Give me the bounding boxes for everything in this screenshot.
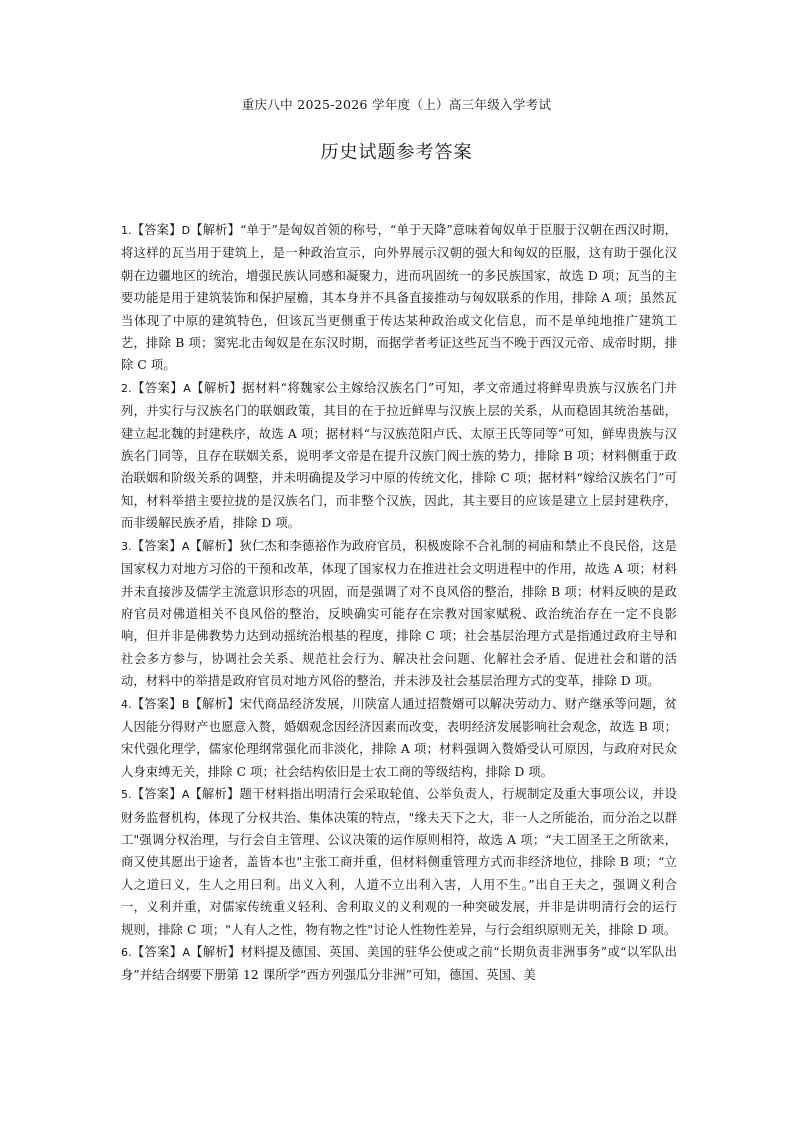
analysis-tag: 【解析】 bbox=[189, 538, 240, 553]
answer-number: 6. bbox=[121, 946, 132, 959]
analysis-text: 狄仁杰和李德裕作为政府官员，积极废除不合礼制的祠庙和禁止不良民俗，这是国家权力对地方习俗的干预和改革，体现了国家权力在推进社会文明进程中的作用，故选 A 项；材料并未直接涉及儒学主流意识形态的巩固，而是强调了对不良风俗的整治，排除 B 项；材料反映的是政府官员对佛道相关不良风俗的整治，反映确实可能存在宗教对国家赋税、政治统治存在一定不良影响，但并非是佛教势力达到动摇统治根基的程度，排除 C 项；社会基层治理方式是指通过政府主导和社会多方参与，协调社会关系、规范社会行为、解决社会问题、化解社会矛盾、促进社会和谐的活动，材料中的举措是政府官员对地方风俗的整治，并未涉及社会基层治理方式的变革，排除 D 项。 bbox=[121, 538, 677, 689]
answer-item-3 bbox=[121, 535, 677, 693]
answer-tag: 【答案】 bbox=[131, 945, 183, 959]
answer-item-2 bbox=[121, 377, 677, 535]
answer-option: B bbox=[181, 697, 190, 711]
analysis-text: “单于”是匈奴首领的称号，“单于天降”意味着匈奴单于臣服于汉朝在西汉时期，将这样的瓦当用于建筑上，是一种政治宣示，向外界展示汉朝的强大和匈奴的臣服，这有助于强化汉朝在边疆地区的统治，增强民族认同感和凝聚力，进而巩固统一的多民族国家，故选 D 项；瓦当的主要功能是用于建筑装饰和保护屋檐，其本身并不具备直接推动与匈奴联系的作用，排除 A 项；虽然瓦当体现了中原的建筑特色，但该瓦当更侧重于传达某种政治或文化信息，而不是单纯地推广建筑工艺，排除 B 项；窦宪北击匈奴是在东汉时期，而据学者考证这些瓦当不晚于西汉元帝、成帝时期，排除 C 项。 bbox=[121, 223, 677, 373]
answer-item-5 bbox=[121, 783, 677, 941]
answer-number: 2. bbox=[121, 381, 132, 395]
answer-item-1 bbox=[121, 219, 677, 377]
document-title: 历史试题参考答案 bbox=[320, 142, 473, 163]
analysis-tag: 【解析】 bbox=[190, 223, 241, 237]
analysis-text: 材料提及德国、英国、美国的驻华公使或之前“长期负责非洲事务”或“以军队出身”并结合纲要下册第 12 课所学“西方列强瓜分非洲”可知，德国、英国、美 bbox=[121, 945, 678, 983]
answer-tag: 【答案】 bbox=[131, 787, 182, 802]
analysis-tag: 【解析】 bbox=[190, 945, 241, 959]
answer-option: A bbox=[183, 381, 191, 395]
analysis-tag: 【解析】 bbox=[189, 696, 240, 711]
answer-number: 5. bbox=[121, 788, 132, 802]
answer-option: D bbox=[181, 224, 191, 237]
analysis-tag: 【解析】 bbox=[190, 380, 243, 395]
analysis-text: 宋代商品经济发展，川陕富人通过招赘婿可以解决劳动力、财产继承等问题，贫人因能分得财产也愿意入赘，婚姻观念因经济因素而改变，表明经济发展影响社会观念，故选 B 项；宋代强化理学，儒家伦理纲常强化而非淡化，排除 A 项；材料强调入赘婚受认可原因，与政府对民众人身束缚无关，排除 C 项；社会结构依旧是士农工商的等级结构，排除 D 项。 bbox=[121, 696, 677, 779]
answer-option: A bbox=[182, 946, 191, 959]
analysis-text: 题干材料指出明清行会采取轮值、公举负责人，行规制定及重大事项公议，并设财务监督机构，体现了分权共治、集体决策的特点，"缘夫天下之大，非一人之所能治，而分治之以群工"强调分权治理，与行会自主管理、公议决策的运作原则相符，故选 A 项；“夫工固圣王之所欲来，商又使其愿出于途者，盖皆本也"主张工商并重，但材料侧重管理方式而非经济地位，排除 B 项；“立人之道曰义，生人之用曰利。出义入利，人道不立出利入害，人用不生。”出自王夫之，强调义利合一，义利并重，对儒家传统重义轻利、舍利取义的义利观的一种突破发展，并非是讲明清行会的运行规则，排除 C 项；"人有人之性，物有物之性"讨论人性物性差异，与行会组织原则无关，排除 D 项。 bbox=[121, 787, 677, 937]
answer-tag: 【答案】 bbox=[131, 380, 184, 395]
answer-option: A bbox=[181, 788, 190, 802]
answer-tag: 【答案】 bbox=[131, 538, 182, 553]
answer-number: 1. bbox=[121, 224, 132, 237]
answer-number: 3. bbox=[121, 539, 132, 553]
answer-tag: 【答案】 bbox=[131, 223, 182, 237]
document-header: 重庆八中 2025-2026 学年度（上）高三年级入学考试 bbox=[241, 97, 552, 112]
answer-option: A bbox=[181, 539, 190, 553]
answer-tag: 【答案】 bbox=[131, 696, 182, 711]
answer-list bbox=[121, 219, 677, 987]
answer-item-6 bbox=[121, 941, 677, 987]
analysis-tag: 【解析】 bbox=[189, 787, 240, 802]
analysis-text: 据材料“将魏家公主嫁给汉族名门”可知，孝文帝通过将鲜卑贵族与汉族名门并列，并实行与汉族名门的联姻政策，其目的在于拉近鲜卑与汉族上层的关系，从而稳固其统治基础，建立起北魏的封建秩序，故选 A 项；据材料“与汉族范阳卢氏、太原王氏等同等”可知，鲜卑贵族与汉族名门同等，且存在联姻关系，说明孝文帝是在提升汉族门阀士族的势力，排除 B 项；材料侧重于政治联姻和阶级关系的调整，并未明确提及学习中原的传统文化，排除 C 项；据材料“嫁给汉族名门”可知，材料举措主要拉拢的是汉族名门，而非整个汉族，因此，其主要目的应该是建立上层封建秩序，而非缓解民族矛盾，排除 D 项。 bbox=[121, 380, 678, 531]
answer-number: 4. bbox=[121, 697, 132, 711]
answer-item-4 bbox=[121, 693, 677, 784]
